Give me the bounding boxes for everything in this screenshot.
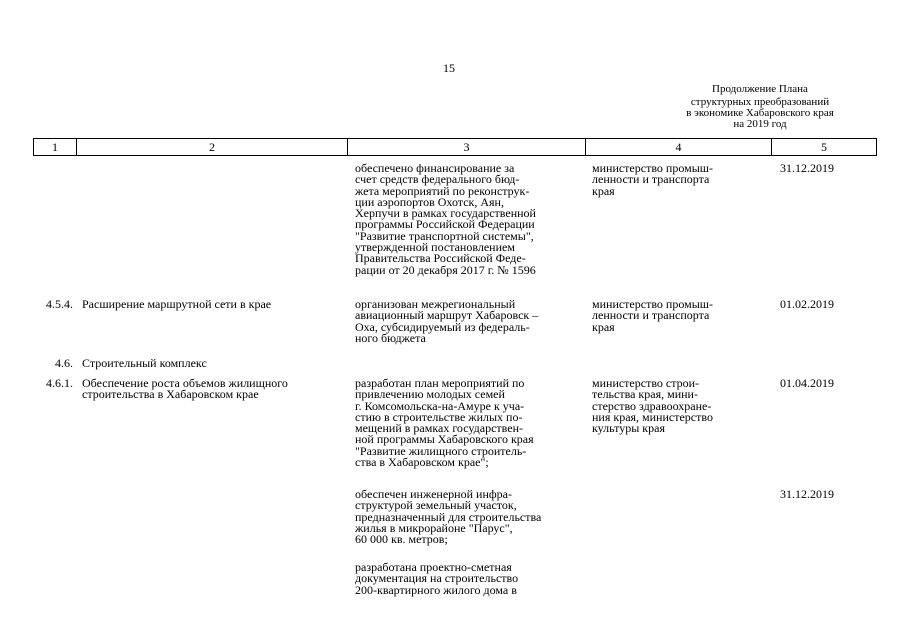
- row-date: 01.04.2019: [780, 376, 834, 390]
- row-result: разработана проектно-сметная документация на строительство 200-квартирного жилого дома в: [355, 560, 519, 597]
- row-date: 31.12.2019: [780, 161, 834, 175]
- row-name: Расширение маршрутной сети в крае: [82, 297, 272, 311]
- continuation-line: структурных преобразований: [690, 96, 830, 108]
- row-responsible: министерство промыш- ленности и транспорта края: [592, 297, 713, 334]
- continuation-line: в экономике Хабаровского края: [686, 107, 834, 119]
- row-responsible: министерство промыш- ленности и транспорта края: [592, 161, 713, 198]
- header-cell-1: 1: [34, 139, 77, 156]
- row-result: разработан план мероприятий по привлечению молодых семей г. Комсомольска-на-Амуре к уча- стию в строительстве жилых по- мещений в рамках государствен- ной программы Хабаровского края "Развитие жилищного строитель- ства в Хабаровском крае";: [355, 376, 534, 470]
- column-number-header: [33, 138, 877, 156]
- header-cell-4: 4: [586, 139, 772, 156]
- row-result: обеспечено финансирование за счет средств федерального бюд- жета мероприятий по реконструк- ции аэропортов Охотск, Аян, Херпучи в рамках государственной программы Российской Федерации "Развитие транспортной системы", утвержденной постановлением Правительства Российской Феде- рации от 20 декабря 2017 г. № 1596: [355, 161, 536, 277]
- header-cell-2: 2: [77, 139, 348, 156]
- row-result: организован межрегиональный авиационный маршрут Хабаровск – Оха, субсидируемый из федераль- ного бюджета: [355, 297, 539, 345]
- row-number: 4.5.4.: [46, 297, 73, 311]
- row-date: 01.02.2019: [780, 297, 834, 311]
- header-cell-3: 3: [348, 139, 586, 156]
- row-name: Строительный комплекс: [82, 356, 207, 370]
- header-cell-5: 5: [772, 139, 877, 156]
- row-result: обеспечен инженерной инфра- структурой земельный участок, предназначенный для строительства жилья в микрорайоне "Парус", 60 000 кв. метров;: [355, 487, 542, 547]
- row-number: 4.6.1.: [46, 376, 73, 390]
- row-responsible: министерство строи- тельства края, мини- стерство здравоохране- ния края, министерство культуры края: [592, 376, 713, 436]
- row-name: Обеспечение роста объемов жилищного строительства в Хабаровском крае: [82, 376, 288, 402]
- continuation-line: Продолжение Плана: [712, 83, 808, 95]
- page-number: 15: [443, 61, 455, 75]
- continuation-heading: [640, 84, 880, 130]
- row-number: 4.6.: [55, 356, 73, 370]
- row-date: 31.12.2019: [780, 487, 834, 501]
- continuation-line: на 2019 год: [733, 118, 787, 130]
